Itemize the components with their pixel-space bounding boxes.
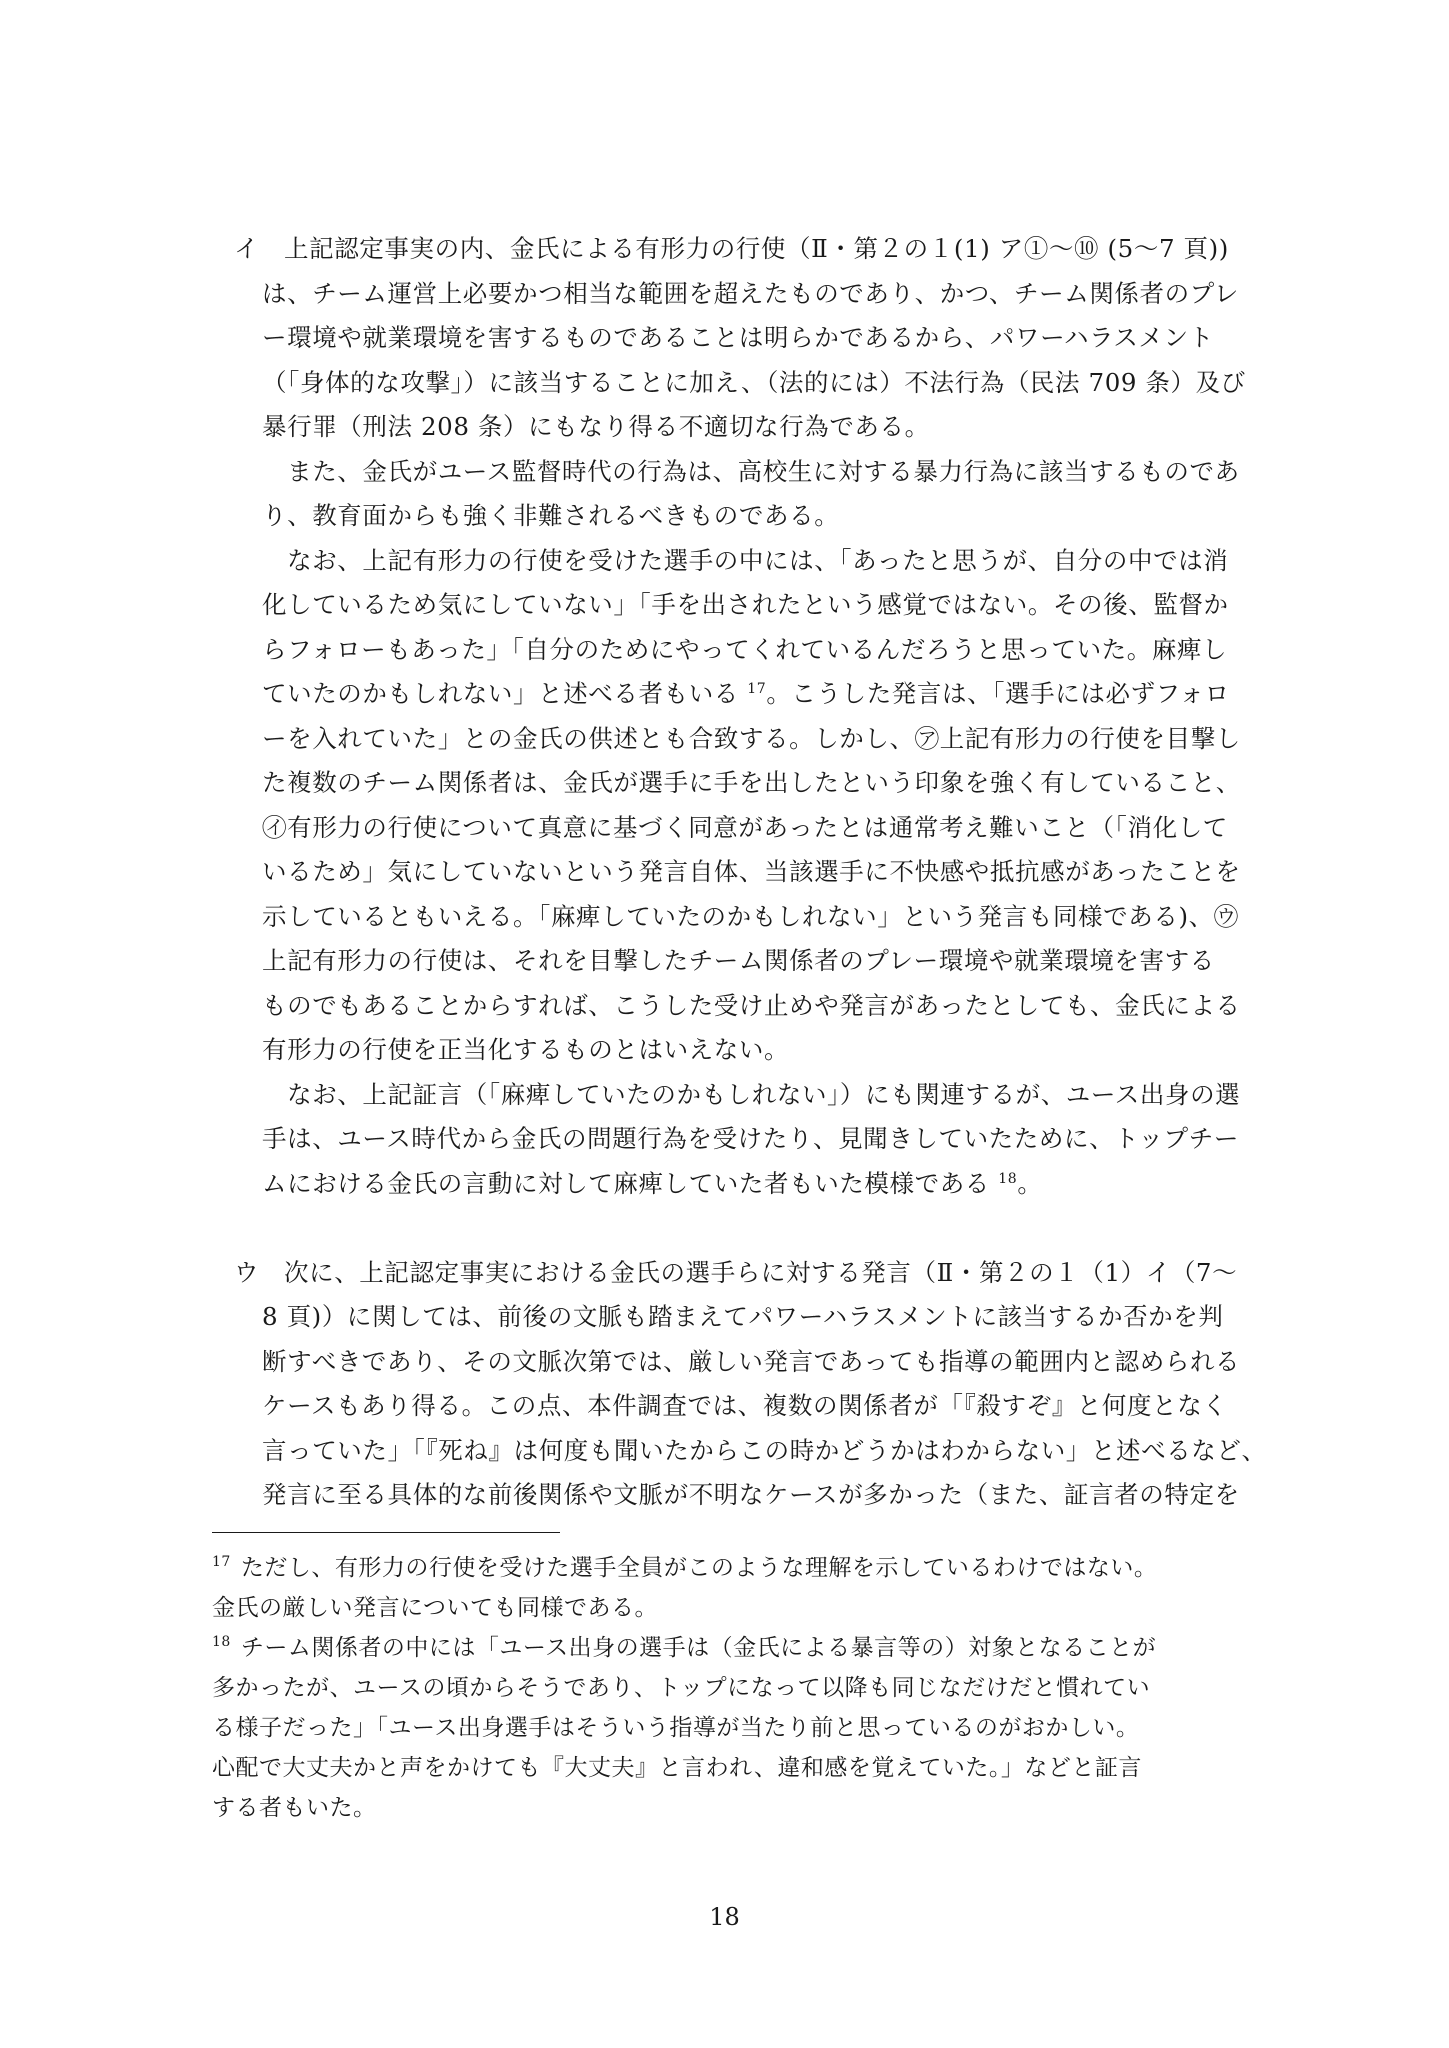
body-line: 示しているともいえる。「麻痺していたのかもしれない」という発言も同様である)、㋒ — [262, 902, 1239, 931]
body-line: また、金氏がユース監督時代の行為は、高校生に対する暴力行為に該当するものであ — [262, 457, 1240, 486]
footnote-ref[interactable]: 17 — [747, 680, 767, 697]
body-line: 化しているため気にしていない」「手を出されたという感覚ではない。その後、監督か — [262, 590, 1229, 619]
body-text: ムにおける金氏の言動に対して麻痺していた者もいた模様である — [262, 1169, 999, 1198]
body-line: 次に、上記認定事実における金氏の選手らに対する発言（Ⅱ・第２の１（1）イ（7～ — [284, 1258, 1238, 1287]
body-text: ていたのかもしれない」と述べる者もいる — [262, 679, 748, 708]
body-line — [262, 679, 1230, 709]
footnote-number: 18 — [212, 1634, 231, 1651]
footnote-text: チーム関係者の中には「ユース出身の選手は（金氏による暴言等の）対象となることが — [240, 1635, 1157, 1661]
body-line: り、教育面からも強く非難されるべきものである。 — [262, 501, 840, 530]
footnote-17 — [212, 1553, 1157, 1583]
body-line: は、チーム運営上必要かつ相当な範囲を超えたものであり、かつ、チーム関係者のプレ — [262, 279, 1239, 308]
footnote-separator — [212, 1532, 560, 1533]
body-line: 有形力の行使を正当化するものとはいえない。 — [262, 1035, 790, 1064]
body-line: 手は、ユース時代から金氏の問題行為を受けたり、見聞きしていたために、トップチー — [262, 1124, 1239, 1153]
body-text: 。 — [1017, 1169, 1043, 1198]
section-marker: イ — [234, 234, 259, 263]
footnote-18 — [212, 1633, 1156, 1663]
footnote-ref[interactable]: 18 — [998, 1170, 1018, 1187]
body-line: 発言に至る具体的な前後関係や文脈が不明なケースが多かった（また、証言者の特定を — [262, 1480, 1240, 1509]
page-number: 18 — [709, 1903, 740, 1931]
body-line: なお、上記証言（「麻痺していたのかもしれない」）にも関連するが、ユース出身の選 — [262, 1080, 1241, 1109]
section-marker: ウ — [234, 1258, 259, 1287]
body-line: ーを入れていた」との金氏の供述とも合致する。しかし、㋐上記有形力の行使を目撃し — [262, 724, 1241, 753]
body-line: 8 頁)）に関しては、前後の文脈も踏まえてパワーハラスメントに該当するか否かを判 — [262, 1302, 1224, 1331]
body-line: 言っていた」「『死ね』は何度も聞いたからこの時かどうかはわからない」と述べるなど、 — [262, 1436, 1267, 1465]
body-line: （「身体的な攻撃」）に該当することに加え、（法的には）不法行為（民法 709 条）及び — [262, 368, 1246, 397]
footnote-line: 心配で大丈夫かと声をかけても『大丈夫』と言われ、違和感を覚えていた。」などと証言 — [212, 1755, 1142, 1781]
body-line: いるため」気にしていないという発言自体、当該選手に不快感や抵抗感があったことを — [262, 857, 1241, 886]
body-line: ケースもあり得る。この点、本件調査では、複数の関係者が「『殺すぞ』と何度となく — [262, 1391, 1228, 1420]
body-line: なお、上記有形力の行使を受けた選手の中には、「あったと思うが、自分の中では消 — [262, 546, 1229, 575]
body-line: 暴行罪（刑法 208 条）にもなり得る不適切な行為である。 — [262, 412, 930, 441]
body-line: 上記認定事実の内、金氏による有形力の行使（Ⅱ・第２の１(1) ア①～⑩ (5～7 頁)) — [284, 234, 1229, 263]
footnote-line: する者もいた。 — [212, 1795, 377, 1821]
body-line — [262, 1169, 1042, 1199]
footnote-line: る様子だった」「ユース出身選手はそういう指導が当たり前と思っているのがおかしい。 — [212, 1715, 1140, 1741]
body-line: ー環境や就業環境を害するものであることは明らかであるから、パワーハラスメント — [262, 323, 1214, 352]
body-text: 。こうした発言は、「選手には必ずフォロ — [766, 679, 1230, 708]
body-line: らフォローもあった」「自分のためにやってくれているんだろうと思っていた。麻痺し — [262, 635, 1228, 664]
body-line: 上記有形力の行使は、それを目撃したチーム関係者のプレー環境や就業環境を害する — [262, 946, 1215, 975]
footnote-number: 17 — [212, 1554, 231, 1571]
footnote-text: ただし、有形力の行使を受けた選手全員がこのような理解を示しているわけではない。 — [240, 1555, 1158, 1581]
body-line: ㋑有形力の行使について真意に基づく同意があったとは通常考え難いこと（「消化して — [262, 813, 1228, 842]
footnote-line: 金氏の厳しい発言についても同様である。 — [212, 1595, 659, 1621]
body-line: た複数のチーム関係者は、金氏が選手に手を出したという印象を強く有していること、 — [262, 768, 1241, 797]
body-line: ものでもあることからすれば、こうした受け止めや発言があったとしても、金氏による — [262, 991, 1241, 1020]
body-line: 断すべきであり、その文脈次第では、厳しい発言であっても指導の範囲内と認められる — [262, 1347, 1241, 1376]
footnote-line: 多かったが、ユースの頃からそうであり、トップになって以降も同じなだけだと慣れてい — [212, 1675, 1151, 1701]
